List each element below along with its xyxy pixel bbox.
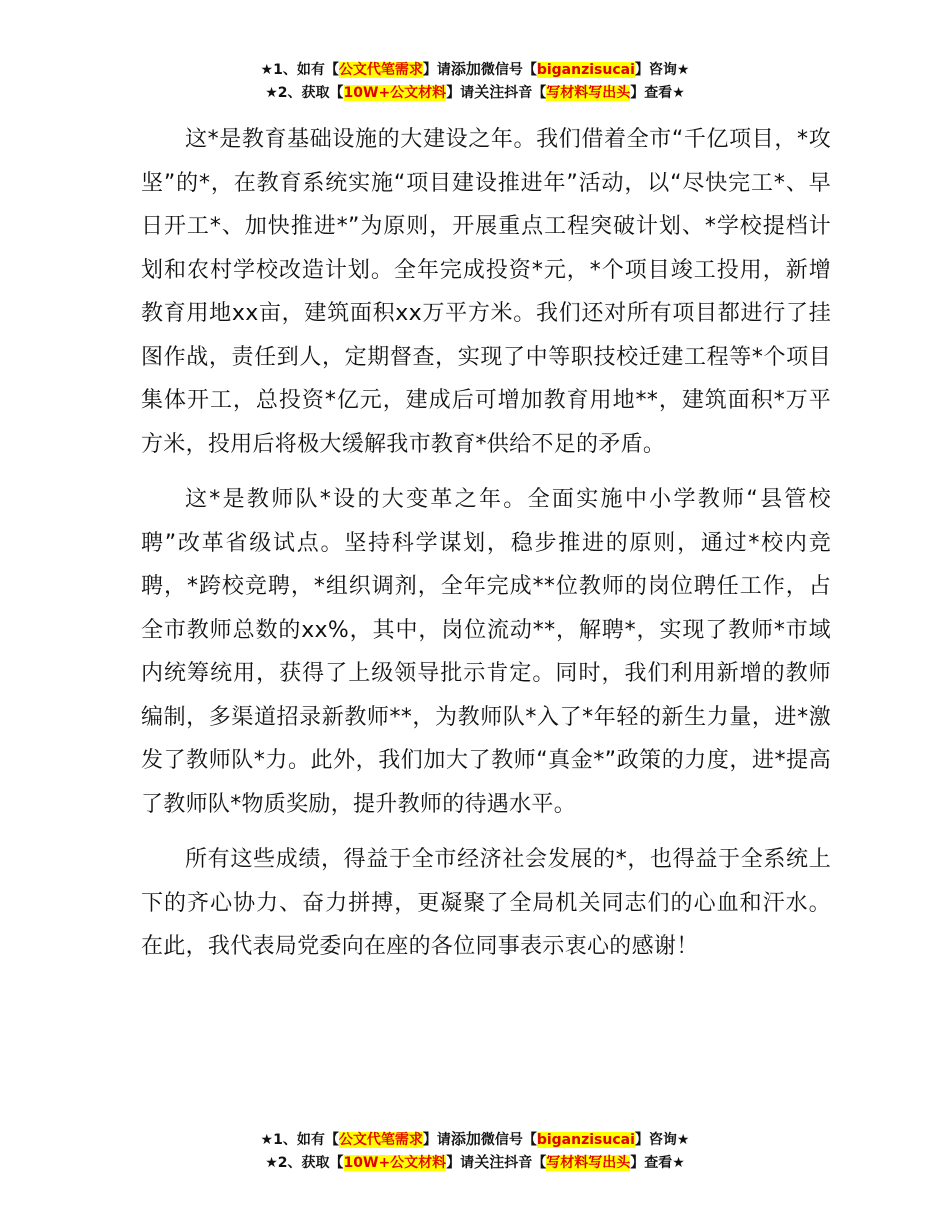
highlight-materials: 10W+公文材料 bbox=[343, 1155, 447, 1171]
banner-emphasis: 关注 bbox=[474, 83, 505, 101]
banner-line-2 bbox=[0, 81, 950, 104]
header-banner bbox=[0, 58, 950, 104]
banner-text: 】请 bbox=[446, 85, 475, 101]
footer-banner bbox=[0, 1128, 950, 1174]
highlight-douyin-id: 写材料写出头 bbox=[546, 1155, 631, 1171]
banner-text: 微信号【 bbox=[480, 62, 537, 78]
banner-text: ★1、如有【 bbox=[260, 62, 339, 78]
banner-text: 抖音【 bbox=[504, 85, 547, 101]
banner-emphasis: 添加 bbox=[450, 60, 481, 78]
banner-text: 】请 bbox=[446, 1155, 475, 1171]
banner-line-1 bbox=[0, 58, 950, 81]
highlight-wechat-id: biganzisucai bbox=[536, 62, 635, 78]
banner-line-2 bbox=[0, 1151, 950, 1174]
banner-text: ★1、如有【 bbox=[260, 1132, 339, 1148]
paragraph-infrastructure: 这*是教育基础设施的大建设之年。我们借着全市“千亿项目，*攻坚”的*，在教育系统实施“项目建设推进年”活动，以“尽快完工*、早日开工*、加快推进*”为原则，开展重点工程突破计划、*学校提档计划和农村学校改造计划。全年完成投资*元，*个项目竣工投用，新增教育用地xx亩，建筑面积xx万平方米。我们还对所有项目都进行了挂图作战，责任到人，定期督查，实现了中等职技校迁建工程等*个项目集体开工，总投资*亿元，建成后可增加教育用地**，建筑面积*万平方米，投用后将极大缓解我市教育*供给不足的矛盾。 bbox=[141, 127, 831, 457]
banner-text: 】查看★ bbox=[630, 85, 685, 101]
banner-text: ★2、获取【 bbox=[265, 85, 344, 101]
banner-text: 抖音【 bbox=[504, 1155, 547, 1171]
banner-text: 】咨询★ bbox=[634, 1132, 690, 1148]
highlight-service: 公文代笔需求 bbox=[338, 1132, 423, 1148]
banner-line-1 bbox=[0, 1128, 950, 1151]
banner-emphasis: 关注 bbox=[474, 1153, 505, 1171]
paragraph-teacher-reform: 这*是教师队*设的大变革之年。全面实施中小学教师“县管校聘”改革省级试点。坚持科学谋划，稳步推进的原则，通过*校内竞聘，*跨校竞聘，*组织调剂，全年完成**位教师的岗位聘任工作，占全市教师总数的xx%，其中，岗位流动**，解聘*，实现了教师*市域内统筹统用，获得了上级领导批示肯定。同时，我们利用新增的教师编制，多渠道招录新教师**，为教师队*入了*年轻的新生力量，进*激发了教师队*力。此外，我们加大了教师“真金*”政策的力度，进*提高了教师队*物质奖励，提升教师的待遇水平。 bbox=[141, 487, 831, 817]
document-body bbox=[141, 118, 831, 981]
banner-text: ★2、获取【 bbox=[265, 1155, 344, 1171]
paragraph-acknowledgement: 所有这些成绩，得益于全市经济社会发展的*，也得益于全系统上下的齐心协力、奋力拼搏，更凝聚了全局机关同志们的心血和汗水。在此，我代表局党委向在座的各位同事表示衷心的感谢！ bbox=[141, 847, 831, 959]
highlight-service: 公文代笔需求 bbox=[338, 62, 423, 78]
banner-text: 】查看★ bbox=[630, 1155, 685, 1171]
banner-text: 】请 bbox=[422, 62, 451, 78]
highlight-douyin-id: 写材料写出头 bbox=[546, 85, 631, 101]
highlight-materials: 10W+公文材料 bbox=[343, 85, 447, 101]
banner-text: 微信号【 bbox=[480, 1132, 537, 1148]
banner-emphasis: 添加 bbox=[450, 1130, 481, 1148]
banner-text: 】咨询★ bbox=[634, 62, 690, 78]
banner-text: 】请 bbox=[422, 1132, 451, 1148]
highlight-wechat-id: biganzisucai bbox=[536, 1132, 635, 1148]
